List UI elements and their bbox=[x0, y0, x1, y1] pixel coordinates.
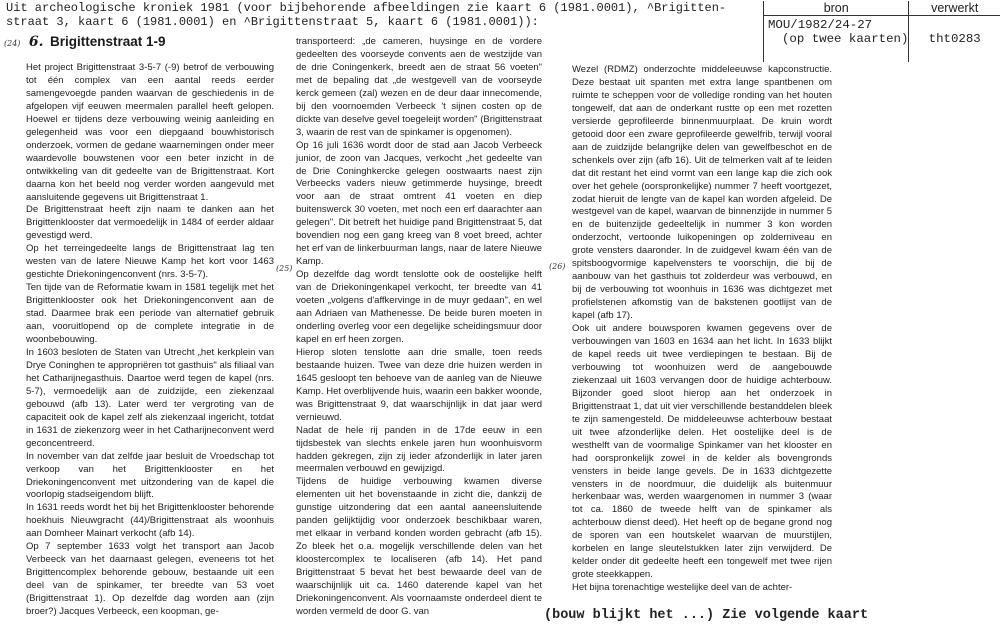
paragraph: Ook uit andere bouwsporen kwamen gegevens over de verbouwingen van 1603 en 1634 aan het licht. In 1633 blijkt de kapel reeds uit twee verdiepingen te bestaan. Bij de verbouwing tot woonhuizen werd de aangebouwde ziekenzaal uit 1603 vervangen door de huidige achterbouw. Bijzonder goed sloot hierop aan het onderzoek in Brigittenstraat 1, dat uit vier verschillende bestanddelen bleek te zijn samengesteld. De middeleeuwse achterbouw bestaat uit twee afzonderlijke delen. Het oostelijke deel is de westhelft van de voormalige Spinkamer van het klooster en had oorspronkelijk zowel in de kelder als bovengronds vensters in beide lange gevels. De in 1633 dichtgezette vensters in de noordmuur, die duidelijk als buitenmuur herkenbaar was, werden waargenomen in nummer 3 (waar tot ca. 1860 de tweede helft van de spinkamer als achterbouw dienst deed). Het heeft op de begane grond nog de sporen van een houtskelet waarvan de muurstijlen, korbelen en lange sleutelstukken later zijn verwijderd. De kelder onder dit gedeelte heeft een tongewelf met twee rijen grote steekkappen. bbox=[572, 323, 832, 581]
section-title: Brigittenstraat 1-9 bbox=[49, 34, 166, 49]
paragraph: Op 7 september 1633 volgt het transport aan Jacob Verbeeck van het daarnaast gelegen, eveneens tot het Brigittencomplex behorende gebouw, bestaande uit een deel van de spinkamer, ter breedte van 53 voet (Brigittenstraat 1). Op dezelfde dag worden aan (zijn broer?) Jacques Verbeeck, een koopman, ge- bbox=[26, 541, 274, 618]
column-header-bron: bron bbox=[764, 1, 909, 16]
paragraph: In november van dat zelfde jaar besluit de Vroedschap tot verkoop van het Brigittenklooster en het Driekoningenconvent met uitzondering van de kapel die voorlopig stadseigendom blijft. bbox=[26, 450, 274, 501]
bron-note: (op twee kaarten) bbox=[782, 32, 909, 46]
margin-note-24: (24) bbox=[4, 39, 21, 48]
bron-reference: MOU/1982/24-27 bbox=[768, 18, 873, 32]
column-header-verwerkt: verwerkt bbox=[909, 1, 1000, 16]
paragraph: Op het terreingedeelte langs de Brigittenstraat lag ten westen van de latere Nieuwe Kamp het kort voor 1463 gestichte Driekoningenconvent (nrs. 3-5-7). bbox=[26, 243, 274, 281]
paragraph: In 1631 reeds wordt het bij het Brigittenklooster behorende hoekhuis Nieuwgracht (44)/Brigittenstraat als woonhuis aan Domheer Mainart verkocht (afb 14). bbox=[26, 502, 274, 540]
paragraph: Het bijna torenachtige westelijke deel van de achter- bbox=[572, 582, 793, 594]
paragraph: Tijdens de huidige verbouwing kwamen diverse elementen uit het bovenstaande in zicht die, dankzij de gunstige uitzondering dat een aantal aaneensluitende panden gelijktijdig voor onderzoek beschikbaar waren, met elkaar in verband konden worden gebracht (afb 15). Zo bleek het o.a. mogelijk verschillende delen van het kloostercomplex te localiseren (afb 14). Het pand Brigittenstraat 5 bevat het best bewaarde deel van de waarschijnlijk uit ca. 1460 daterende kapel van het Driekoningenconvent. Als voornaamste onderdeel dient te worden vermeld de door G. van bbox=[296, 476, 542, 617]
section-number: 6. bbox=[28, 34, 44, 50]
paragraph: Het project Brigittenstraat 3-5-7 (-9) betrof de verbouwing tot één complex van een aantal reeds eerder samengevoegde panden waarvan de geschiedenis in de afgelopen vijf eeuwen meermalen parallel heeft gelopen. Hoewel er tijdens deze verbouwing weinig aanleiding en gelegenheid was voor een diepgaand bouwhistorisch onderzoek, vormen de gedane waarnemingen onder meer waardevolle bouwstenen voor een beter inzicht in de ontwikkeling van dit gedeelte van de Brigittenstraat. Kort daarna kon het beeld nog verder worden aangevuld met aansluitende gegevens uit Brigittenstraat 1. bbox=[26, 62, 274, 203]
source-table bbox=[763, 1, 1000, 62]
text-column-3 bbox=[572, 64, 832, 595]
paragraph: Wezel (RDMZ) onderzochte middeleeuwse kapconstructie. Deze bestaat uit spanten met extra lange spantbenen om ruimte te scheppen voor de volledige ronding van het houten tongewelf, dat aan de onderkant rustte op een met rozetten versierde geprofileerde binnenmuurplaat. De kruin wordt getooid door een zware geprofileerde gewelfrib, terwijl vooral aan de zuidzijde belangrijke delen van gewelfbeschot en de schenkels over zijn (afb 16). Uit de telmerken valt af te leiden dat dit restant het eind vormt van een lange kap die zich ook over het gehele (oorspronkelijke) nummer 7 heeft voortgezet, zodat hieruit de lengte van de kapel kan worden afgeleid. De westgevel van de kapel, waarvan de binnenzijde in nummer 5 en de buitenzijde gedeeltelijk in nummer 3 kon worden onderzocht, vertoonde luikopeningen op zolderniveau en grote vensters daaronder. In de zuidgevel kwam één van de spitsboogvormige kapelvensters te voorschijn, die bij de aanbouw van het gasthuis tot zolderdeur was verbouwd, en bij de verbouwing tot woonhuis in 1636 was dichtgezet met profielstenen afkomstig van de bakstenen gootlijst van de kapel (afb 17). bbox=[572, 64, 832, 322]
section-heading bbox=[4, 33, 165, 51]
paragraph: Op 16 juli 1636 wordt door de stad aan Jacob Verbeeck junior, de zoon van Jacques, verkocht „het gedeelte van de Drie Coninghkercke gelegen oostwaarts naest zijn Verbeecks vaders nieuw getimmerde huysinge, breedt voor aan de straat omtrent 41 voeten en diep buitenswerck 30 voeten, met noch een erf daarachter aan gelegen". Dit betreft het huidige pand Brigittenstraat 5, dat bovendien nog een gang kreeg van 8 voet breed, achter het erf van de linkerbuurman langs, naar de latere Nieuwe Kamp. bbox=[296, 139, 542, 268]
paragraph: Ten tijde van de Reformatie kwam in 1581 tegelijk met het Brigittenklooster ook het Driekoningenconvent aan de stad. Daarmee brak een periode van alternatief gebruik aan, vooruitlopend op de complete integratie in de woonbebouwing. bbox=[26, 282, 274, 346]
header-line-2: straat 3, kaart 6 (1981.0001) en ^Brigittenstraat 5, kaart 6 (1981.0001)): bbox=[6, 15, 539, 29]
paragraph: De Brigittenstraat heeft zijn naam te danken aan het Brigittenklooster dat vermoedelijk in 1484 of eerder aldaar gevestigd werd. bbox=[26, 204, 274, 242]
document-header bbox=[6, 1, 756, 29]
paragraph: In 1603 besloten de Staten van Utrecht „het kerkplein van Drye Coninghen te appropriëren tot gasthuis" als filiaal van het Catharijnegasthuis. Daartoe werd tegen de kapel (nrs. 5-7), vermoedelijk aan de zuidzijde, een ziekenzaal gebouwd (afb 13). Later werd ter vergroting van de capaciteit ook de kapel zelf als ziekenzaal ingericht, totdat in 1631 de ziekenzorg weer in het Catharijneconvent werd geconcentreerd. bbox=[26, 346, 274, 449]
paragraph: Op dezelfde dag wordt tenslotte ook de oostelijke helft van de Driekoningenkapel verkocht, ter breedte van 41 voeten „volgens d'affkervinge in de muyr gedaan", en wel aan Adriaen van Mathenesse. De beide buren moeten in onderling overleg voor een degelijke scheidingsmuur door kapel en erf heen zorgen. bbox=[296, 269, 542, 345]
margin-note-25: (25) bbox=[276, 264, 293, 273]
paragraph: transporteerd: „de cameren, huysinge en de vordere gedeelten des voorseyde convents aen de westzijde van de drie Coningenkerk, breedt aen de straat 56 voeten" met de bepaling dat „de westgevell van de voorseyde kerck gemeen (zal) wezen en de deur daar innecomende, bij den voornoemden Verbeeck 't sijnen costen op de dickte van deselve gevel toegeleijt worden" (Brigittenstraat 3, waarin de rest van de spinkamer is opgenomen). bbox=[296, 36, 542, 138]
bron-cell bbox=[764, 16, 909, 63]
text-column-1 bbox=[26, 62, 274, 619]
continuation-note: (bouw blijkt het ...) Zie volgende kaart bbox=[544, 608, 869, 623]
margin-note-26: (26) bbox=[549, 262, 566, 271]
paragraph: Hierop sloten tenslotte aan drie smalle, toen reeds bestaande huizen. Twee van deze drie huizen werden in 1645 gesloopt ten behoeve van de aanleg van de Nieuwe Kamp. Het overblijvende huis, waarin een bakker woonde, was Brigittenstraat 9, dat waarschijnlijk in dat jaar werd vernieuwd. bbox=[296, 346, 542, 423]
header-line-1: Uit archeologische kroniek 1981 (voor bijbehorende afbeeldingen zie kaart 6 (1981.0001), ^Brigitten- bbox=[6, 1, 727, 15]
verwerkt-value: tht0283 bbox=[928, 32, 981, 46]
verwerkt-cell bbox=[909, 16, 1000, 63]
text-column-2 bbox=[296, 36, 542, 619]
paragraph: Nadat de hele rij panden in de 17de eeuw in een tijdsbestek van slechts enkele jaren hun woonhuisvorm hadden gekregen, zijn zij ieder afzonderlijk in later jaren meermalen verbouwd en gewijzigd. bbox=[296, 424, 542, 475]
